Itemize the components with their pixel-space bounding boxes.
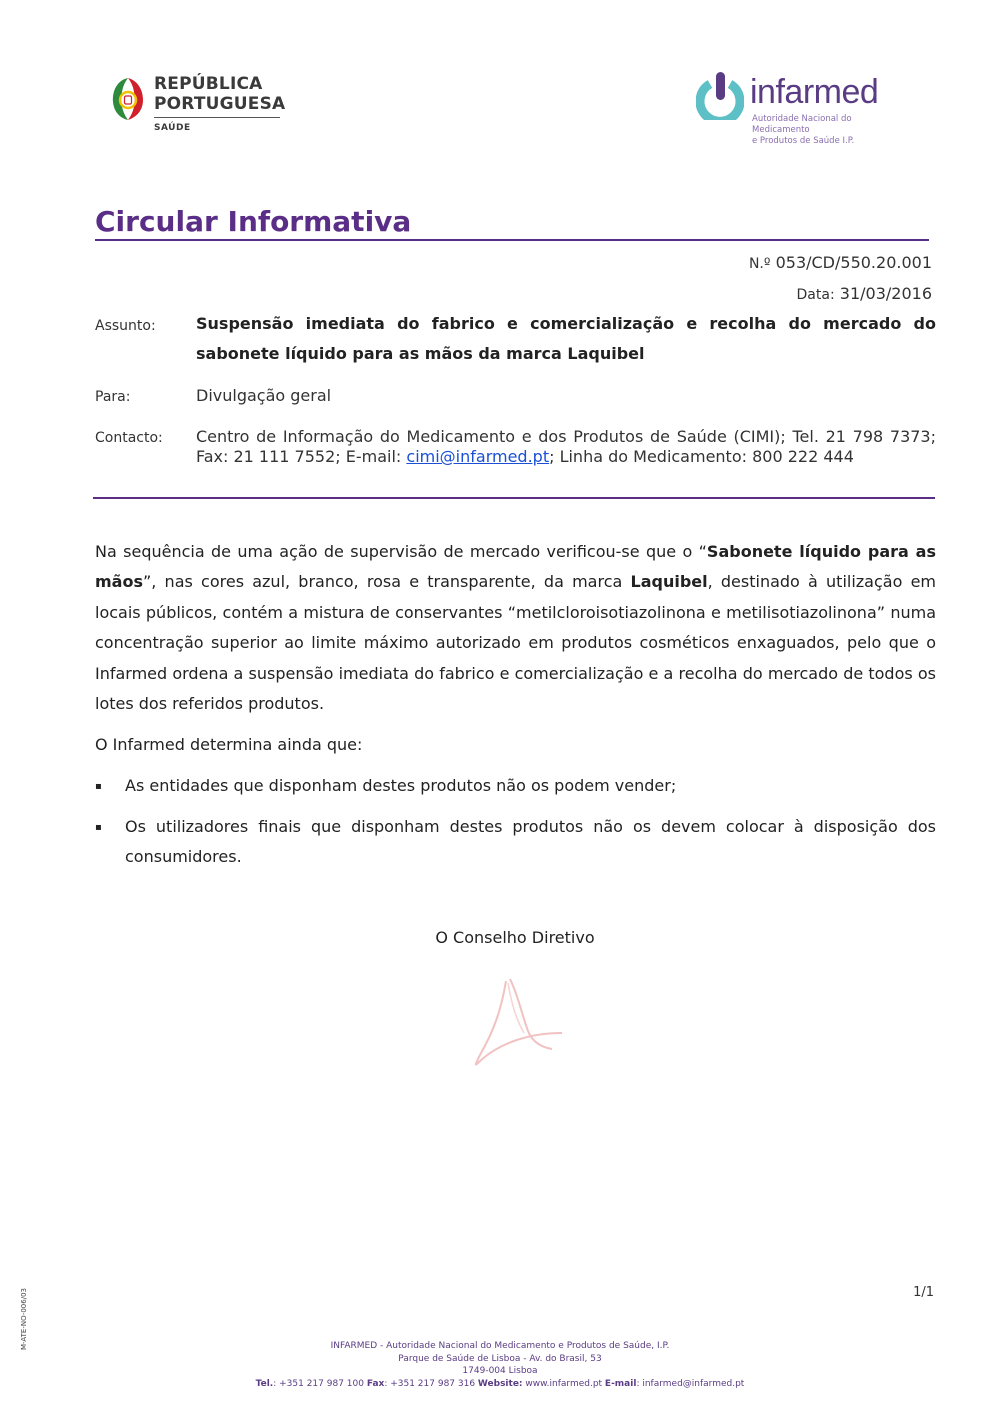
footer-tel-label: Tel. bbox=[255, 1379, 274, 1389]
assunto-line1: Suspensão imediata do fabrico e comercialização e recolha do mercado do bbox=[196, 314, 936, 333]
contacto-value bbox=[196, 427, 936, 467]
rp-subtitle: SAÚDE bbox=[154, 123, 191, 133]
main-paragraph bbox=[95, 537, 936, 719]
republica-portuguesa-logo bbox=[110, 72, 290, 142]
p1-text-a: Na sequência de uma ação de supervisão de mercado verificou-se que o “ bbox=[95, 542, 707, 561]
contacto-text-end: ; Linha do Medicamento: 800 222 444 bbox=[549, 447, 854, 466]
number-label: N.º bbox=[748, 256, 771, 272]
para-value: Divulgação geral bbox=[196, 386, 332, 405]
p1-text-c: ”, nas cores azul, branco, rosa e transparente, da marca bbox=[142, 572, 631, 592]
para-label: Para: bbox=[95, 389, 131, 405]
portugal-emblem-icon bbox=[110, 74, 146, 122]
infarmed-logo bbox=[696, 68, 906, 146]
rp-divider bbox=[154, 117, 280, 118]
footer-contacts bbox=[0, 1378, 1000, 1390]
footer-line2: Parque de Saúde de Lisboa - Av. do Brasil, 53 bbox=[398, 1354, 602, 1364]
contacto-text-start: Centro de Informação do Medicamento e dos Produtos de Saúde (CIMI); Tel. 21 798 7373; Fax: 21 111 7552; E-mail: bbox=[196, 427, 936, 466]
footer-email-label: E-mail bbox=[604, 1379, 637, 1389]
p1-text-e: , destinado à utilização em locais públicos, contém a mistura de conservantes “metilcloroisotiazolinona e metilisotiazolinona” numa concentração superior ao limite máximo autorizado em produtos cosméticos enxaguados, pelo que o Infarmed ordena a suspensão imediata do fabrico e comercialização e a recolha do mercado de todos os lotes dos referidos produtos. bbox=[95, 572, 936, 714]
bullet-item-2: Os utilizadores finais que disponham destes produtos não os devem colocar à disposição dos consumidores. bbox=[125, 817, 936, 867]
footer-fax-label: Fax bbox=[366, 1379, 385, 1389]
p1-brand-name: Laquibel bbox=[630, 572, 708, 592]
rp-line1: REPÚBLICA bbox=[154, 74, 263, 94]
footer-fax: : +351 217 987 316 bbox=[384, 1379, 478, 1389]
circular-number bbox=[749, 253, 932, 274]
infarmed-tagline-line1: Autoridade Nacional do Medicamento bbox=[752, 114, 852, 135]
signature: O Conselho Diretivo bbox=[435, 928, 595, 947]
title-divider bbox=[95, 239, 929, 241]
section-divider bbox=[93, 497, 935, 499]
infarmed-mark-icon bbox=[696, 70, 744, 120]
infarmed-wordmark: infarmed bbox=[750, 73, 879, 111]
number-value: 053/CD/550.20.001 bbox=[775, 253, 932, 272]
page-number: 1/1 bbox=[913, 1285, 934, 1300]
document-title: Circular Informativa bbox=[95, 205, 412, 238]
contacto-label: Contacto: bbox=[95, 430, 163, 446]
footer-line1: INFARMED - Autoridade Nacional do Medicamento e Produtos de Saúde, I.P. bbox=[330, 1341, 670, 1351]
bullet-marker-1: ▪ bbox=[95, 781, 102, 792]
infarmed-tagline bbox=[752, 114, 906, 147]
date-label: Data: bbox=[796, 287, 835, 303]
p1-product-name: Sabonete líquido para as mãos bbox=[95, 542, 937, 592]
footer-email-link[interactable]: : infarmed@infarmed.pt bbox=[636, 1379, 745, 1389]
form-code: M-ATE-NO-006/03 bbox=[20, 1288, 28, 1350]
assunto-value bbox=[196, 309, 936, 369]
footer-line3: 1749-004 Lisboa bbox=[462, 1366, 538, 1376]
date-value: 31/03/2016 bbox=[839, 284, 932, 303]
bullet-item-1: As entidades que disponham destes produtos não os podem vender; bbox=[125, 776, 677, 795]
signature-watermark-icon bbox=[466, 975, 566, 1070]
rp-line2: PORTUGUESA bbox=[154, 94, 286, 114]
bullet-marker-2: ▪ bbox=[95, 822, 102, 833]
footer-tel: : +351 217 987 100 bbox=[273, 1379, 367, 1389]
assunto-line2: sabonete líquido para as mãos da marca Laquibel bbox=[196, 344, 645, 363]
footer-website-link[interactable]: www.infarmed.pt bbox=[522, 1379, 605, 1389]
assunto-label: Assunto: bbox=[95, 318, 156, 334]
second-paragraph: O Infarmed determina ainda que: bbox=[95, 735, 363, 754]
infarmed-tagline-line2: e Produtos de Saúde I.P. bbox=[752, 136, 855, 146]
contacto-email-link[interactable]: cimi@infarmed.pt bbox=[406, 447, 550, 466]
circular-date bbox=[797, 284, 932, 305]
footer-web-label: Website: bbox=[477, 1379, 523, 1389]
